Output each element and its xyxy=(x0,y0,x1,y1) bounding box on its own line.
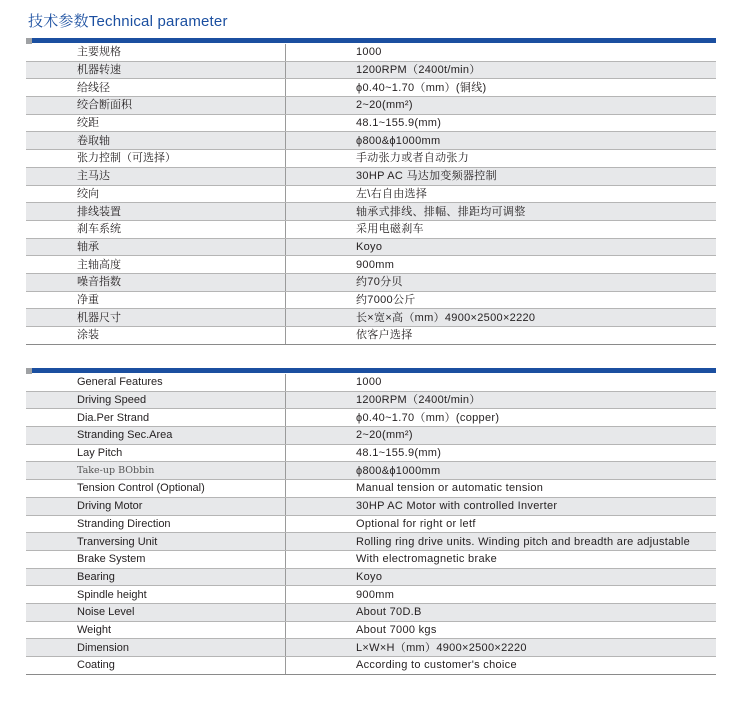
spec-value: 1200RPM（2400t/min） xyxy=(286,61,717,79)
table-row xyxy=(26,327,716,345)
spec-label: 机器尺寸 xyxy=(26,309,286,327)
spec-value: 长×宽×高（mm）4900×2500×2220 xyxy=(286,309,717,327)
spec-value: ϕ0.40~1.70（mm）(铜线) xyxy=(286,79,717,97)
spec-label: Take-up BObbin xyxy=(26,462,286,480)
spec-label: Spindle height xyxy=(26,586,286,604)
table-row xyxy=(26,61,716,79)
spec-value: 48.1~155.9(mm) xyxy=(286,444,717,462)
spec-value: 900mm xyxy=(286,586,717,604)
spec-value: 手动张力或者自动张力 xyxy=(286,150,717,168)
spec-value: About 7000 kgs xyxy=(286,621,717,639)
table-row xyxy=(26,238,716,256)
table-row xyxy=(26,114,716,132)
spec-value: 2~20(mm²) xyxy=(286,427,717,445)
spec-value: 约70分贝 xyxy=(286,273,717,291)
spec-value: 1200RPM（2400t/min） xyxy=(286,391,717,409)
spec-value: Koyo xyxy=(286,238,717,256)
spec-value: 1000 xyxy=(286,374,717,391)
spec-label: 主要规格 xyxy=(26,44,286,61)
spec-label: 涂装 xyxy=(26,327,286,345)
table-row xyxy=(26,203,716,221)
spec-label: 主轴高度 xyxy=(26,256,286,274)
spec-value: 左\右自由选择 xyxy=(286,185,717,203)
table-row xyxy=(26,256,716,274)
spec-label: Bearing xyxy=(26,568,286,586)
table-row xyxy=(26,309,716,327)
spec-label: 主马达 xyxy=(26,167,286,185)
table-row xyxy=(26,220,716,238)
table-row xyxy=(26,480,716,498)
table-en-header-bar xyxy=(26,368,716,373)
spec-label: Coating xyxy=(26,657,286,675)
spec-value: 48.1~155.9(mm) xyxy=(286,114,717,132)
spec-value: ϕ800&ϕ1000mm xyxy=(286,132,717,150)
table-row xyxy=(26,427,716,445)
spec-label: General Features xyxy=(26,374,286,391)
spec-label: 刹车系统 xyxy=(26,220,286,238)
spec-value: 轴承式排线、排幅、排距均可调整 xyxy=(286,203,717,221)
spec-label: 绞距 xyxy=(26,114,286,132)
table-row xyxy=(26,150,716,168)
table-row xyxy=(26,603,716,621)
table-row xyxy=(26,444,716,462)
spec-label: Stranding Sec.Area xyxy=(26,427,286,445)
spec-label: 绞向 xyxy=(26,185,286,203)
table-row xyxy=(26,568,716,586)
spec-value: About 70D.B xyxy=(286,603,717,621)
spec-value: 30HP AC 马达加变频器控制 xyxy=(286,167,717,185)
spec-value: 30HP AC Motor with controlled Inverter xyxy=(286,497,717,515)
spec-label: Stranding Direction xyxy=(26,515,286,533)
table-row xyxy=(26,132,716,150)
table-row xyxy=(26,44,716,61)
spec-value: 采用电磁刹车 xyxy=(286,220,717,238)
spec-value: ϕ800&ϕ1000mm xyxy=(286,462,717,480)
table-row xyxy=(26,586,716,604)
table-row xyxy=(26,639,716,657)
table-row xyxy=(26,657,716,675)
table-row xyxy=(26,374,716,391)
table-row xyxy=(26,621,716,639)
table-row xyxy=(26,185,716,203)
spec-label: Driving Motor xyxy=(26,497,286,515)
spec-value: 2~20(mm²) xyxy=(286,97,717,115)
spec-label: Dia.Per Strand xyxy=(26,409,286,427)
spec-label: Weight xyxy=(26,621,286,639)
table-row xyxy=(26,167,716,185)
spec-label: Tranversing Unit xyxy=(26,533,286,551)
spec-value: 900mm xyxy=(286,256,717,274)
table-row xyxy=(26,273,716,291)
spec-table-english xyxy=(26,374,716,675)
spec-value: Rolling ring drive units. Winding pitch and breadth are adjustable xyxy=(286,533,717,551)
table-row xyxy=(26,391,716,409)
spec-value: ϕ0.40~1.70（mm）(copper) xyxy=(286,409,717,427)
table-row xyxy=(26,409,716,427)
spec-label: Dimension xyxy=(26,639,286,657)
spec-label: 轴承 xyxy=(26,238,286,256)
spec-label: Noise Level xyxy=(26,603,286,621)
spec-label: 排线装置 xyxy=(26,203,286,221)
spec-value: L×W×H（mm）4900×2500×2220 xyxy=(286,639,717,657)
table-cn-header-bar xyxy=(26,38,716,43)
spec-label: Driving Speed xyxy=(26,391,286,409)
table-row xyxy=(26,533,716,551)
spec-table-chinese xyxy=(26,44,716,345)
spec-value: 1000 xyxy=(286,44,717,61)
spec-label: 噪音指数 xyxy=(26,273,286,291)
spec-value: Koyo xyxy=(286,568,717,586)
spec-label: Lay Pitch xyxy=(26,444,286,462)
table-row xyxy=(26,291,716,309)
spec-label: 绞合断面积 xyxy=(26,97,286,115)
table-row xyxy=(26,97,716,115)
spec-value: According to customer's choice xyxy=(286,657,717,675)
spec-value: Manual tension or automatic tension xyxy=(286,480,717,498)
page-title: 技术参数Technical parameter xyxy=(28,13,228,30)
spec-label: 给线径 xyxy=(26,79,286,97)
table-row xyxy=(26,515,716,533)
spec-value: With electromagnetic brake xyxy=(286,550,717,568)
table-row xyxy=(26,550,716,568)
spec-value: 依客户选择 xyxy=(286,327,717,345)
spec-label: 机器转速 xyxy=(26,61,286,79)
table-row xyxy=(26,497,716,515)
spec-label: 净重 xyxy=(26,291,286,309)
spec-label: 卷取轴 xyxy=(26,132,286,150)
table-row xyxy=(26,79,716,97)
spec-label: Brake System xyxy=(26,550,286,568)
spec-label: 张力控制（可选择） xyxy=(26,150,286,168)
spec-label: Tension Control (Optional) xyxy=(26,480,286,498)
spec-value: 约7000公斤 xyxy=(286,291,717,309)
table-row xyxy=(26,462,716,480)
spec-value: Optional for right or letf xyxy=(286,515,717,533)
